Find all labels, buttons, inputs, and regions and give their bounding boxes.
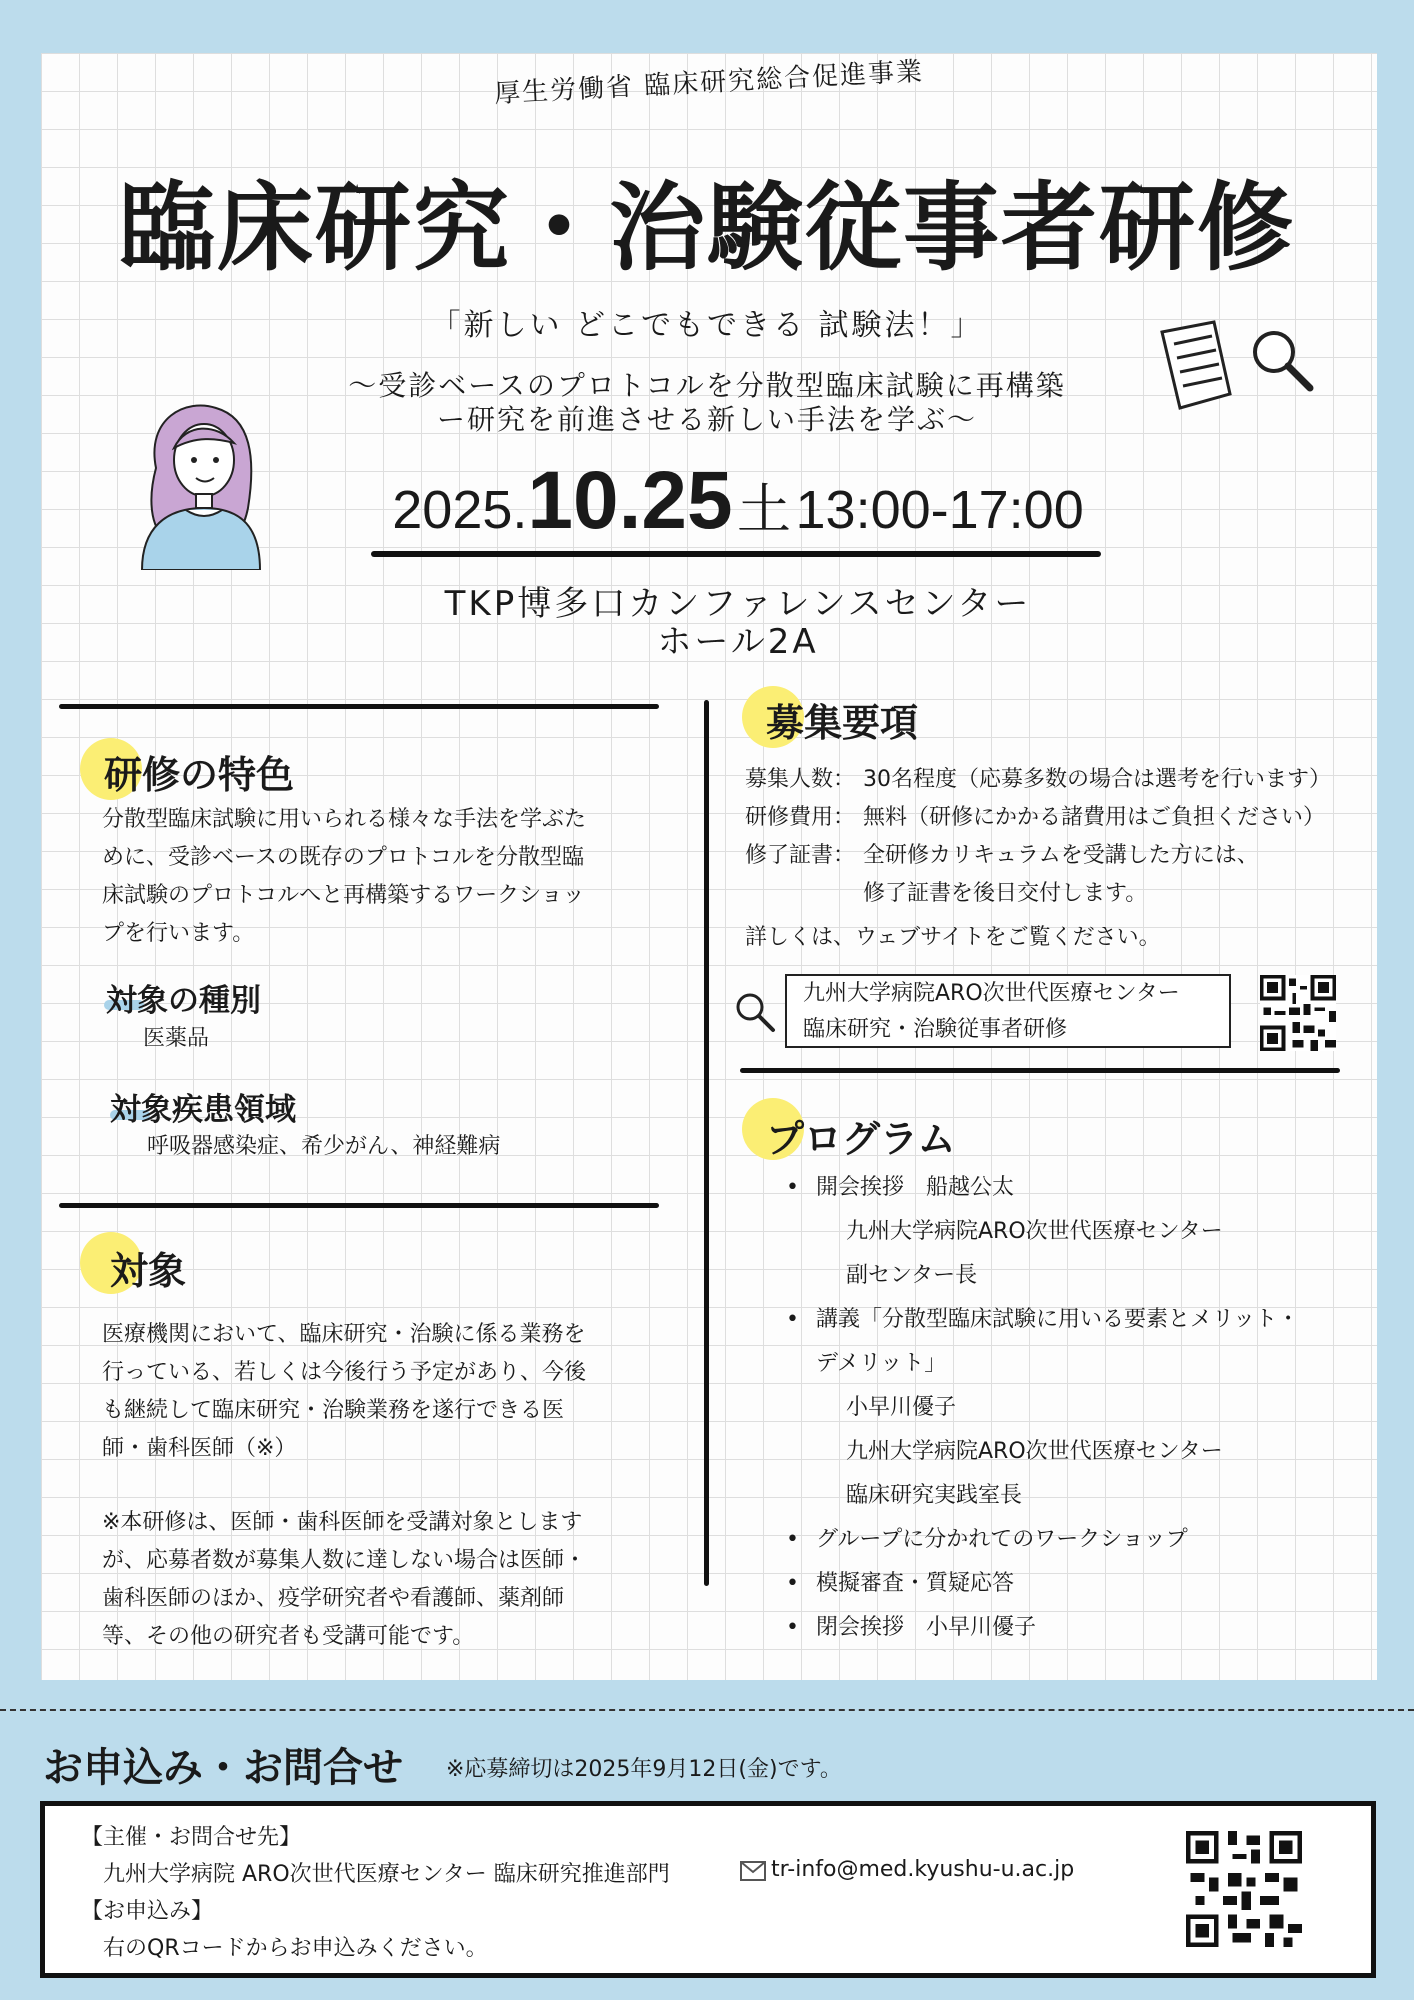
list-item: • 模擬審査・質疑応答 (782, 1562, 1299, 1606)
disease-value: 呼吸器感染症、希少がん、神経難病 (147, 1134, 501, 1159)
date-year: 2025. (392, 480, 528, 540)
organizer-program: 厚生労働省 臨床研究総合促進事業 (493, 56, 925, 110)
list-item: • 講義「分散型臨床試験に用いる要素とメリット・ (782, 1298, 1299, 1342)
catchphrase: 「新しい どこでもできる 試験法！」 (430, 308, 984, 343)
target-note: ※本研修は、医師・歯科医師を受講対象とします が、応募者数が募集人数に達しない場合は医師・ 歯科医師のほか、疫学研究者や看護師、薬剤師 等、その他の研究者も受講可能です。 (102, 1510, 587, 1649)
subtitle-line-2: ー研究を前進させる新しい手法を学ぶ〜 (436, 403, 977, 436)
program-list: • 開会挨拶 船越公太 九州大学病院ARO次世代医療センター 副センター長 • 講義「分散型臨床試験に用いる要素とメリット・ デメリット」 小早川優子 九州大学病院ARO次世代医療センター 臨床研究実践室長 • グループに分かれてのワークショップ • 模擬審査・質疑応答 • 閉会挨拶 小早川優子 (782, 1166, 1299, 1650)
document-icon (1152, 318, 1242, 414)
features-title: 研修の特色 (104, 753, 295, 797)
date-underline (371, 551, 1101, 557)
event-time: 13:00-17:00 (795, 480, 1084, 540)
contact-box (40, 1801, 1376, 1978)
features-body: 分散型臨床試験に用いられる様々な手法を学ぶた めに、受診ベースの既存のプロトコルを分散型臨 床試験のプロトコルへと再構築するワークショッ プを行います。 (102, 807, 587, 946)
venue-line-1: TKP博多口カンファレンスセンター (444, 584, 1032, 624)
apply-text: 右のQRコードからお申込みください。 (103, 1936, 488, 1961)
divider-left-top (59, 704, 659, 709)
deadline-note: ※応募締切は2025年9月12日(金)です。 (446, 1757, 842, 1782)
host-label: 【主催・お問合せ先】 (81, 1825, 302, 1850)
venue-line-2: ホール2A (657, 622, 819, 662)
date-weekday: 土 (737, 480, 792, 540)
event-date (0, 455, 1414, 546)
subtitle-line-1: 〜受診ベースのプロトコルを分散型臨床試験に再構築 (348, 369, 1066, 402)
dashed-divider (0, 1709, 1414, 1711)
target-title: 対象 (110, 1249, 187, 1293)
qr-code-website[interactable] (1260, 975, 1336, 1051)
apply-title: お申込み・お問合せ (43, 1745, 403, 1791)
mail-icon (740, 1861, 766, 1881)
disease-title: 対象疾患領域 (110, 1092, 296, 1128)
search-icon (733, 990, 777, 1034)
host-name: 九州大学病院 ARO次世代医療センター 臨床研究推進部門 (103, 1862, 670, 1887)
program-title: プログラム (766, 1117, 956, 1161)
list-item: • 閉会挨拶 小早川優子 (782, 1606, 1299, 1650)
divider-left-middle (59, 1203, 659, 1208)
qr-code-apply[interactable] (1186, 1831, 1302, 1947)
divider-vertical (704, 700, 709, 1586)
recruitment-title: 募集要項 (766, 701, 919, 745)
apply-label: 【お申込み】 (81, 1899, 214, 1924)
date-monthday: 10.25 (527, 455, 733, 546)
website-note: 詳しくは、ウェブサイトをご覧ください。 (745, 925, 1161, 950)
list-item: • グループに分かれてのワークショップ (782, 1518, 1299, 1562)
recruitment-details: 募集人数： 30名程度（応募多数の場合は選考を行います） 研修費用： 無料（研修にかかる諸費用はご負担ください） 修了証書： 全研修カリキュラムを受講した方には、 修了証書を後日交付します。 詳しくは、ウェブサイトをご覧ください。 (745, 761, 1331, 957)
type-title: 対象の種別 (106, 983, 261, 1019)
type-value: 医薬品 (143, 1026, 210, 1051)
divider-right-middle (740, 1068, 1340, 1073)
website-search-box[interactable]: 九州大学病院ARO次世代医療センター 臨床研究・治験従事者研修 (785, 974, 1231, 1048)
magnifier-icon (1248, 326, 1318, 396)
target-body: 医療機関において、臨床研究・治験に係る業務を 行っている、若しくは今後行う予定があり、今後 も継続して臨床研究・治験業務を遂行できる医 師・歯科医師（※） (102, 1322, 587, 1461)
page-title: 臨床研究・治験従事者研修 (119, 172, 1295, 284)
list-item: • 開会挨拶 船越公太 (782, 1166, 1299, 1210)
contact-email[interactable]: tr-info@med.kyushu-u.ac.jp (771, 1857, 1075, 1882)
